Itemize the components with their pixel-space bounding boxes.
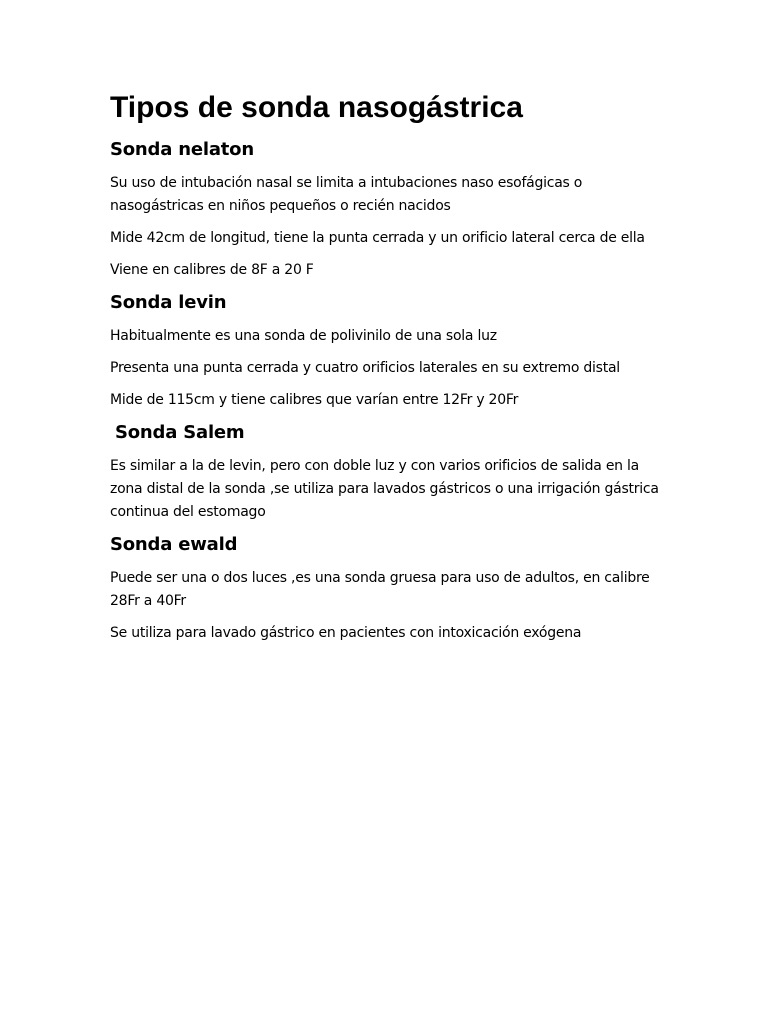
paragraph: Presenta una punta cerrada y cuatro orificios laterales en su extremo distal bbox=[110, 360, 620, 376]
section-heading: Sonda ewald bbox=[110, 534, 238, 555]
section-sonda-salem bbox=[110, 421, 670, 524]
document-page bbox=[110, 88, 670, 654]
section-sonda-levin bbox=[110, 291, 670, 412]
paragraph: Se utiliza para lavado gástrico en pacientes con intoxicación exógena bbox=[110, 625, 582, 641]
section-heading: Sonda nelaton bbox=[110, 139, 254, 160]
section-heading: Sonda levin bbox=[110, 292, 227, 313]
section-heading: Sonda Salem bbox=[115, 422, 245, 443]
paragraph: Viene en calibres de 8F a 20 F bbox=[110, 262, 314, 278]
paragraph: Su uso de intubación nasal se limita a intubaciones naso esofágicas o nasogástricas en niños pequeños o recién nacidos bbox=[110, 175, 583, 214]
paragraph: Mide 42cm de longitud, tiene la punta cerrada y un orificio lateral cerca de ella bbox=[110, 230, 645, 246]
paragraph: Puede ser una o dos luces ,es una sonda gruesa para uso de adultos, en calibre 28Fr a 40Fr bbox=[110, 570, 650, 609]
document-title: Tipos de sonda nasogástrica bbox=[110, 91, 523, 124]
section-sonda-ewald bbox=[110, 533, 670, 645]
paragraph: Habitualmente es una sonda de polivinilo de una sola luz bbox=[110, 328, 497, 344]
paragraph: Es similar a la de levin, pero con doble luz y con varios orificios de salida en la zona distal de la sonda ,se utiliza para lavados gástricos o una irrigación gástrica continua del estomago bbox=[110, 458, 659, 520]
section-sonda-nelaton bbox=[110, 138, 670, 282]
paragraph: Mide de 115cm y tiene calibres que varían entre 12Fr y 20Fr bbox=[110, 392, 519, 408]
